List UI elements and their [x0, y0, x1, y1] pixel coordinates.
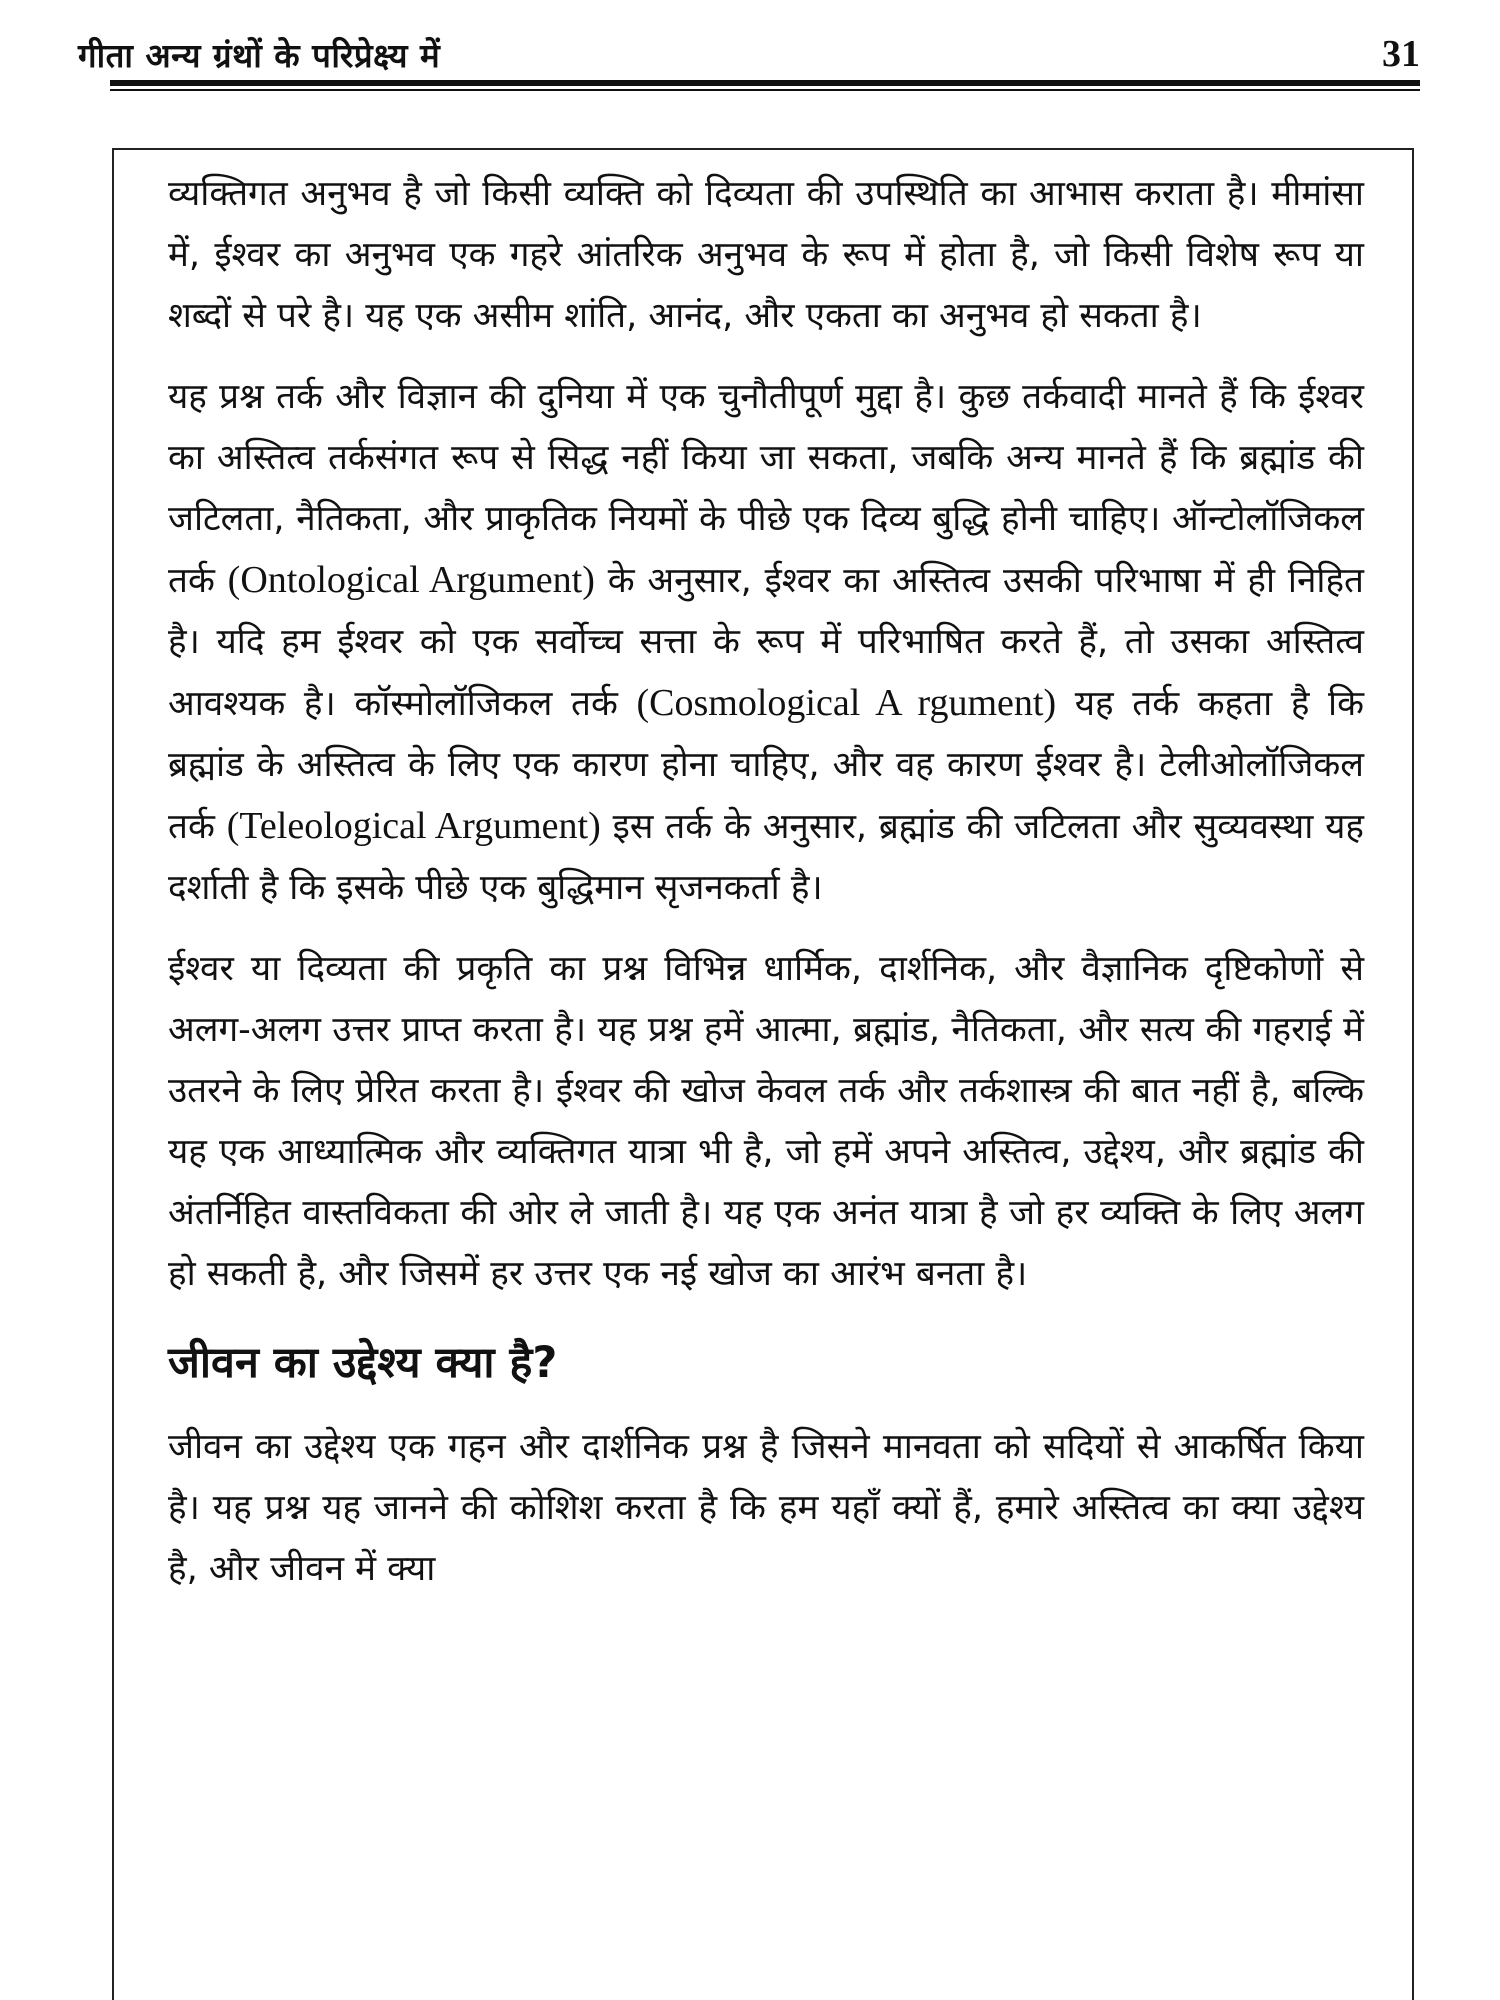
latin-term: (Cosmological A rgument) — [636, 682, 1057, 724]
page-number: 31 — [1382, 33, 1420, 75]
latin-term: (Teleological Argument) — [226, 805, 601, 847]
header-rule-thick — [110, 80, 1420, 86]
paragraph-divine-experience: व्यक्तिगत अनुभव है जो किसी व्यक्ति को दिव्यता की उपस्थिति का आभास कराता है। मीमांसा में, ईश्वर का अनुभव एक गहरे आंतरिक अनुभव के रूप में होता है, जो किसी विशेष रूप या शब्दों से परे है। यह एक असीम शांति, आनंद, और एकता का अनुभव हो सकता है। — [168, 174, 1364, 336]
header-rule-thin — [110, 89, 1420, 91]
paragraph-purpose-of-life: जीवन का उद्देश्य एक गहन और दार्शनिक प्रश्न है जिसने मानवता को सदियों से आकर्षित किया है। यह प्रश्न यह जानने की कोशिश करता है कि हम यहाँ क्यों हैं, हमारे अस्तित्व का क्या उद्देश्य है, और जीवन में क्या — [168, 1427, 1364, 1589]
page-body — [168, 164, 1364, 1620]
latin-term: (Ontological Argument) — [227, 559, 595, 601]
paragraph-nature-of-god: ईश्वर या दिव्यता की प्रकृति का प्रश्न विभिन्न धार्मिक, दार्शनिक, और वैज्ञानिक दृष्टिकोणों से अलग-अलग उत्तर प्राप्त करता है। यह प्रश्न हमें आत्मा, ब्रह्मांड, नैतिकता, और सत्य की गहराई में उतरने के लिए प्रेरित करता है। ईश्वर की खोज केवल तर्क और तर्कशास्त्र की बात नहीं है, बल्कि यह एक आध्यात्मिक और व्यक्तिगत यात्रा भी है, जो हमें अपने अस्तित्व, उद्देश्य, और ब्रह्मांड की अंतर्निहित वास्तविकता की ओर ले जाती है। यह एक अनंत यात्रा है जो हर व्यक्ति के लिए अलग हो सकती है, और जिसमें हर उत्तर एक नई खोज का आरंभ बनता है। — [168, 949, 1364, 1294]
paragraph-arguments: यह प्रश्न तर्क और विज्ञान की दुनिया में एक चुनौतीपूर्ण मुद्दा है। कुछ तर्कवादी मानते हैं कि ईश्वर का अस्तित्व तर्कसंगत रूप से सिद्ध नहीं किया जा सकता, जबकि अन्य मानते हैं कि ब्रह्मांड की जटिलता, नैतिकता, और प्राकृतिक नियमों के पीछे एक दिव्य बुद्धि होनी चाहिए। ऑन्टोलॉजिकल तर्क (Ontological Argument) के अनुसार, ईश्वर का अस्तित्व उसकी परिभाषा में ही निहित है। यदि हम ईश्वर को एक सर्वोच्च सत्ता के रूप में परिभाषित करते हैं, तो उसका अस्तित्व आवश्यक है। कॉस्मोलॉजिकल तर्क (Cosmological A rgument) यह तर्क कहता है कि ब्रह्मांड के अस्तित्व के लिए एक कारण होना चाहिए, और वह कारण ईश्वर है। टेलीओलॉजिकल तर्क (Teleological Argument) इस तर्क के अनुसार, ब्रह्मांड की जटिलता और सुव्यवस्था यह दर्शाती है कि इसके पीछे एक बुद्धिमान सृजनकर्ता है। — [168, 377, 1365, 908]
page-header — [78, 28, 1420, 80]
running-title: गीता अन्य ग्रंथों के परिप्रेक्ष्य में — [78, 36, 441, 75]
section-heading: जीवन का उद्देश्य क्या है? — [168, 1338, 558, 1388]
